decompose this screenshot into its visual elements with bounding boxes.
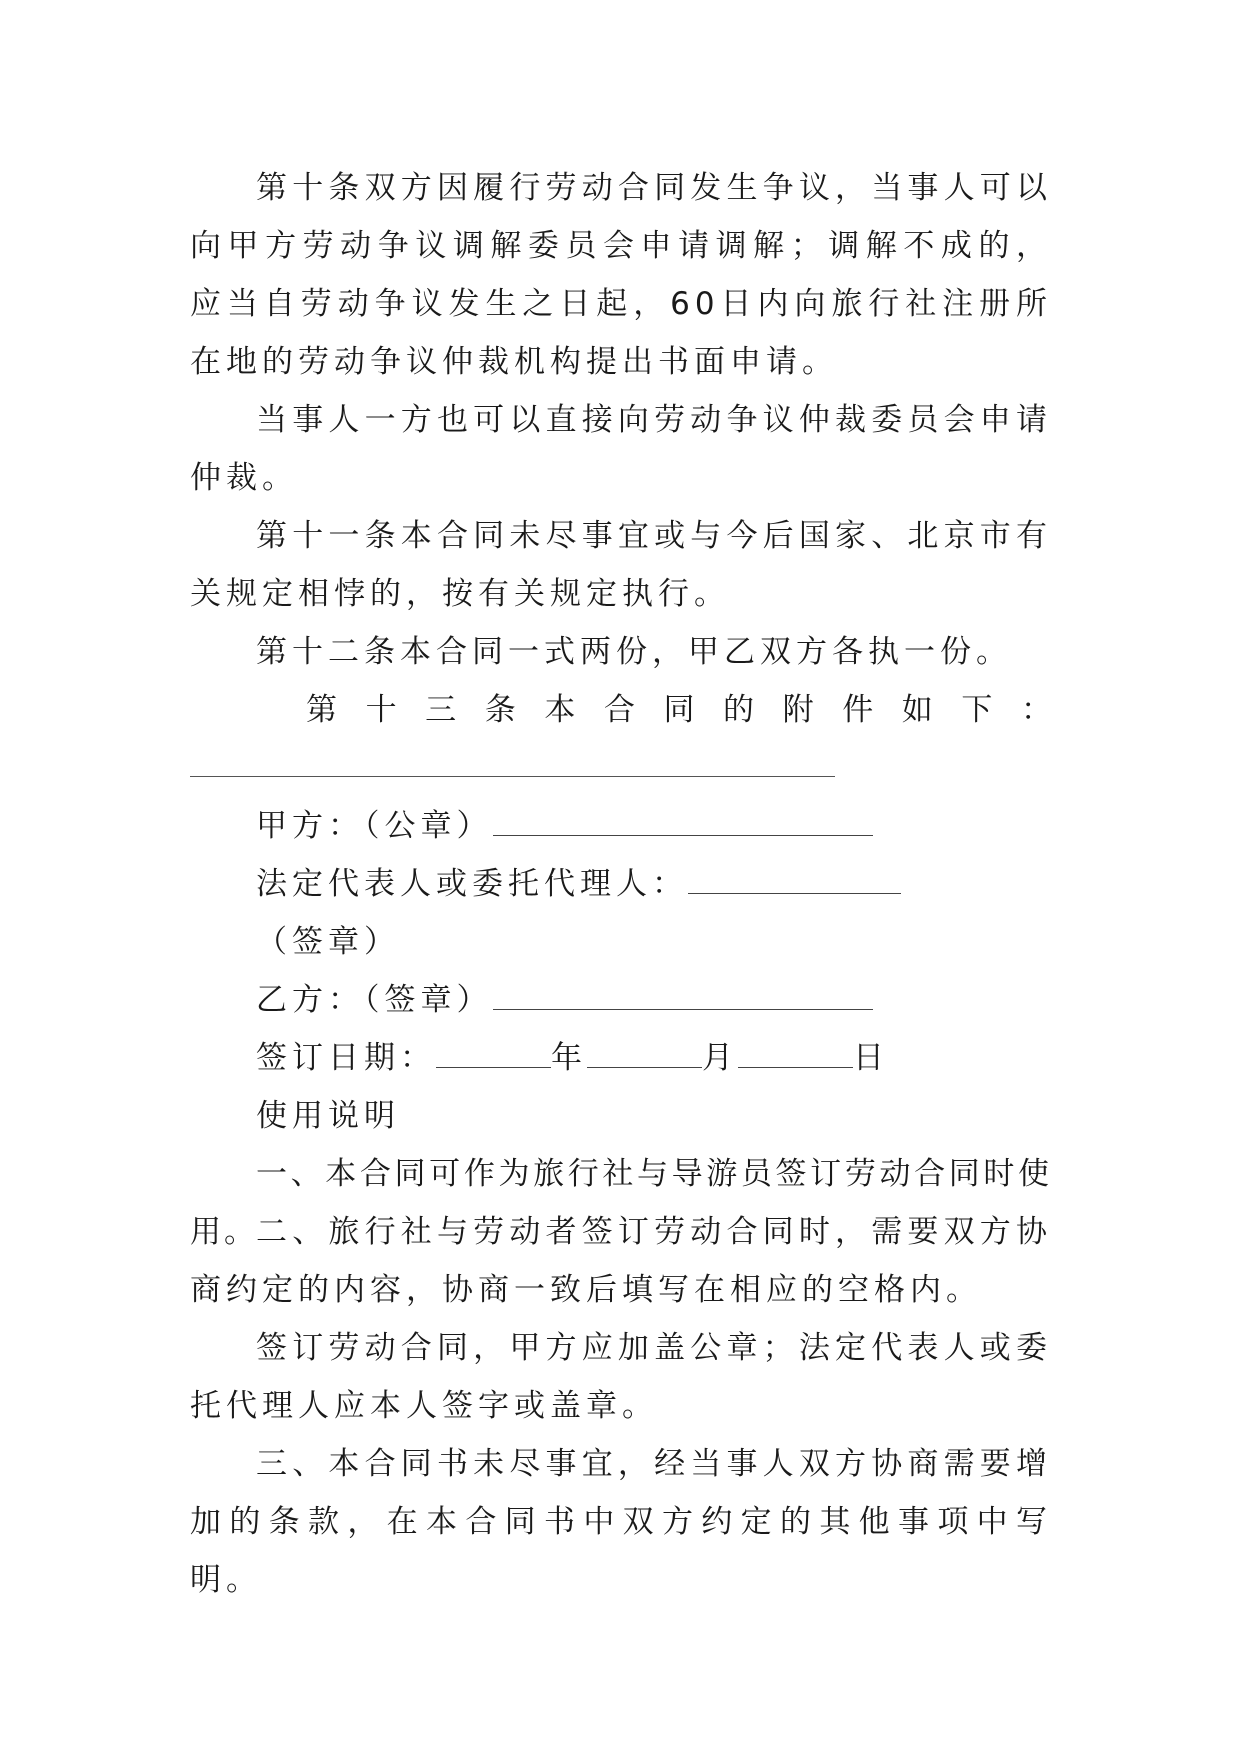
article-13-heading	[306, 681, 1052, 739]
instruction-item-2b: 签订劳动合同，甲方应加盖公章；法定代表人或委托代理人应本人签字或盖章。	[190, 1330, 1052, 1424]
instruction-item-1: 一、本合同可作为旅行社与导游员签订劳动合同时使用。	[190, 1156, 1052, 1250]
instructions-title: 使用说明	[256, 1098, 400, 1134]
day-label: 日	[853, 1040, 889, 1076]
instruction-item-3: 三、本合同书未尽事宜，经当事人双方协商需要增加的条款，在本合同书中双方约定的其他事项中写明。	[190, 1446, 1052, 1598]
article-11-paragraph: 第十一条本合同未尽事宜或与今后国家、北京市有关规定相悖的，按有关规定执行。	[190, 518, 1052, 612]
article-13-char: 本	[544, 692, 576, 728]
article-10-paragraph: 第十条双方因履行劳动合同发生争议，当事人可以向甲方劳动争议调解委员会申请调解；调解不成的，应当自劳动争议发生之日起，60日内向旅行社注册所在地的劳动争议仲裁机构提出书面申请。	[190, 170, 1052, 380]
year-blank[interactable]	[436, 1037, 551, 1068]
article-13-char: 附	[782, 692, 814, 728]
month-blank[interactable]	[587, 1037, 702, 1068]
article-10-paragraph-2: 当事人一方也可以直接向劳动争议仲裁委员会申请仲裁。	[190, 402, 1052, 496]
party-a-label: 甲方：（公章）	[256, 808, 493, 844]
sign-date-line	[256, 1029, 889, 1087]
party-b-label: 乙方：（签章）	[256, 982, 493, 1018]
article-13-char: 如	[901, 692, 933, 728]
legal-rep-line	[256, 855, 901, 913]
article-13-char: 三	[425, 692, 457, 728]
article-13-char: 同	[663, 692, 695, 728]
article-13-char: 合	[603, 692, 635, 728]
seal-label: （签章）	[256, 924, 400, 960]
article-13-char: 第	[306, 692, 337, 728]
sign-date-label: 签订日期：	[256, 1040, 436, 1076]
party-b-line	[256, 971, 873, 1029]
article-13-char: 条	[484, 692, 516, 728]
article-13-char: ：	[1020, 692, 1052, 728]
article-13-char: 下	[961, 692, 993, 728]
attachment-fill-line	[190, 776, 835, 777]
year-label: 年	[551, 1040, 587, 1076]
seal-line	[256, 913, 400, 971]
article-12-paragraph: 第十二条本合同一式两份，甲乙双方各执一份。	[256, 634, 1012, 670]
party-a-line	[256, 797, 873, 855]
article-13-char: 的	[723, 692, 755, 728]
article-13-char: 十	[365, 692, 397, 728]
legal-rep-label: 法定代表人或委托代理人：	[256, 866, 688, 902]
article-13-char: 件	[842, 692, 874, 728]
instruction-item-2: 二、旅行社与劳动者签订劳动合同时，需要双方协商约定的内容，协商一致后填写在相应的空格内。	[190, 1214, 1052, 1308]
day-blank[interactable]	[738, 1037, 853, 1068]
party-b-blank[interactable]	[493, 979, 873, 1010]
month-label: 月	[702, 1040, 738, 1076]
party-a-blank[interactable]	[493, 805, 873, 836]
legal-rep-blank[interactable]	[688, 863, 901, 894]
